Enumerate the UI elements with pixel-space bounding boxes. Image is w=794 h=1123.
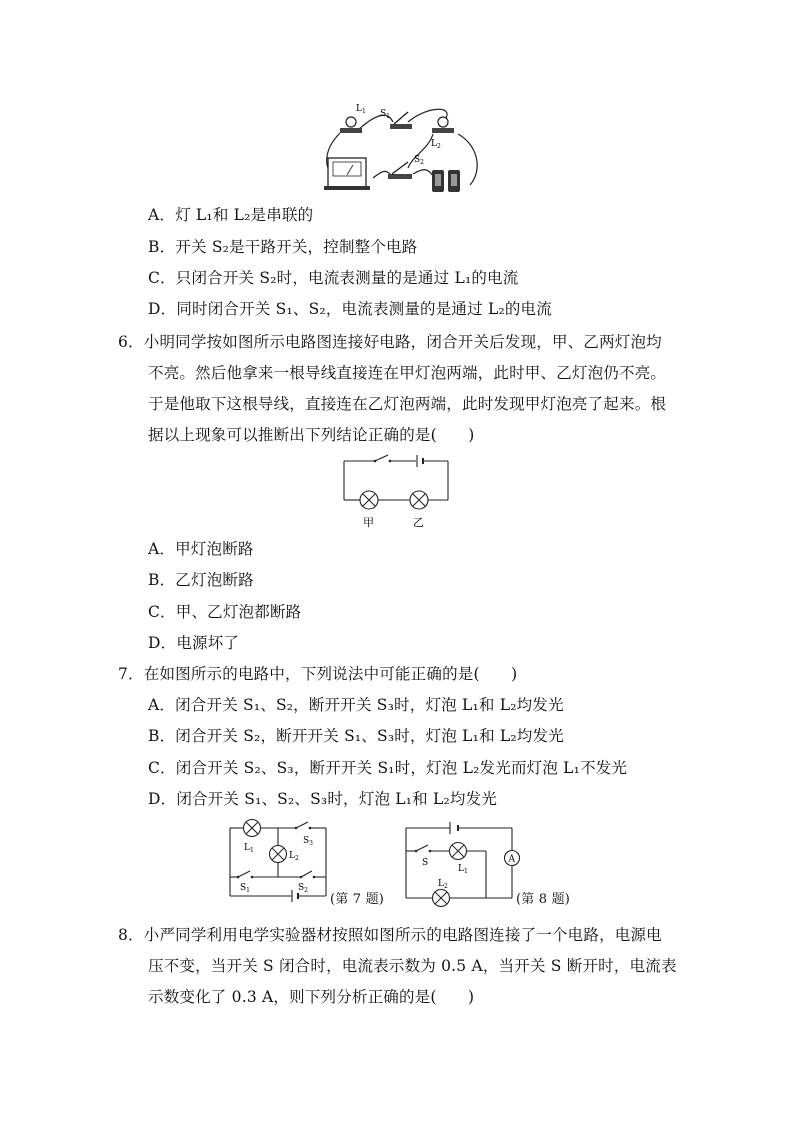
q5-option-d: D．同时闭合开关 S₁、S₂，电流表测量的是通过 L₂的电流 (148, 300, 552, 318)
svg-text:S2: $S_2$ (298, 883, 308, 894)
q6-switch (374, 455, 392, 462)
q7-switch-s3 (295, 822, 312, 829)
q7-option-a: A．闭合开关 S₁、S₂，断开开关 S₃时，灯泡 L₁和 L₂均发光 (148, 696, 564, 714)
ammeter-device (324, 158, 370, 190)
q6-option-b: B．乙灯泡断路 (148, 571, 254, 589)
q5-option-c: C．只闭合开关 S₂时，电流表测量的是通过 L₁的电流 (148, 269, 519, 287)
svg-text:A: A (508, 854, 515, 865)
q7-option-b: B．闭合开关 S₂，断开开关 S₁、S₃时，灯泡 L₁和 L₂均发光 (148, 727, 564, 745)
q5-option-b: B．开关 S₂是干路开关，控制整个电路 (148, 238, 418, 256)
q7-figure-caption: (第 7 题) (330, 892, 385, 907)
q7-lamp-l2 (270, 846, 287, 863)
svg-text:L1: $L_1$ (244, 843, 254, 854)
q6-stem-line-4: 据以上现象可以推断出下列结论正确的是( ) (148, 426, 475, 444)
q8-lamp-l2 (433, 890, 450, 907)
q8-lamp-l1 (450, 843, 467, 860)
q8-stem-line-3: 示数变化了 0.3 A，则下列分析正确的是( ) (148, 988, 475, 1006)
q7-stem: 7．在如图所示的电路中，下列说法中可能正确的是( ) (118, 665, 518, 683)
q6-lamp-a (360, 491, 378, 509)
svg-text:S3: $S_3$ (303, 836, 313, 847)
label-l1: $L_1$ (356, 104, 366, 115)
q6-lamp-b (410, 491, 428, 509)
battery-pack (432, 170, 460, 192)
q8-stem-line-1: 8．小严同学利用电学实验器材按照如图所示的电路图连接了一个电路，电源电 (118, 926, 662, 944)
q5-physical-circuit-figure (318, 100, 488, 196)
q7-option-c: C．闭合开关 S₂、S₃，断开开关 S₁时，灯泡 L₂发光而灯泡 L₁不发光 (148, 759, 628, 777)
label-l2: $L_2$ (431, 139, 441, 150)
q7-option-d: D．闭合开关 S₁、S₂、S₃时，灯泡 L₁和 L₂均发光 (148, 790, 498, 808)
label-s1: $S_1$ (380, 109, 390, 120)
q8-figure-caption: (第 8 题) (516, 892, 571, 907)
q6-battery (417, 455, 423, 467)
switch-s1 (390, 112, 412, 129)
q7-lamp-l1 (244, 820, 261, 837)
q6-stem-line-1: 6．小明同学按如图所示电路图连接好电路，闭合开关后发现，甲、乙两灯泡均 (118, 333, 662, 351)
q8-switch-s (415, 845, 432, 852)
q6-label-b: 乙 (413, 516, 424, 529)
q5-option-a: A．灯 L₁和 L₂是串联的 (148, 206, 314, 224)
label-s2: $S_2$ (414, 155, 424, 166)
switch-s2 (388, 162, 412, 179)
lamp-l2 (432, 117, 454, 133)
q6-stem-line-3: 于是他取下这根导线，直接连在乙灯泡两端，此时发现甲灯泡亮了起来。根 (148, 395, 667, 413)
q6-circuit-diagram (340, 452, 456, 532)
svg-text:L1: $L_1$ (458, 864, 468, 875)
q6-option-d: D．电源坏了 (148, 634, 240, 652)
lamp-l1 (340, 117, 362, 133)
q6-option-c: C．甲、乙灯泡都断路 (148, 603, 302, 621)
svg-text:S: S (422, 858, 429, 868)
q8-stem-line-2: 压不变，当开关 S 闭合时，电流表示数为 0.5 A，当开关 S 断开时，电流表 (148, 957, 677, 975)
q7-switch-s1 (237, 871, 254, 878)
q7-switch-s2 (300, 871, 316, 878)
svg-text:S1: $S_1$ (240, 883, 250, 894)
svg-text:L2: $L_2$ (438, 879, 448, 890)
q6-stem-line-2: 不亮。然后他拿来一根导线直接连在甲灯泡两端，此时甲、乙灯泡仍不亮。 (148, 364, 667, 382)
q6-label-a: 甲 (363, 516, 374, 529)
q6-option-a: A．甲灯泡断路 (148, 540, 254, 558)
q7-circuit-diagram (226, 818, 332, 902)
q8-ammeter (505, 851, 520, 866)
svg-text:L2: $L_2$ (289, 851, 299, 862)
q8-circuit-diagram (400, 820, 522, 910)
q8-battery (450, 822, 458, 834)
